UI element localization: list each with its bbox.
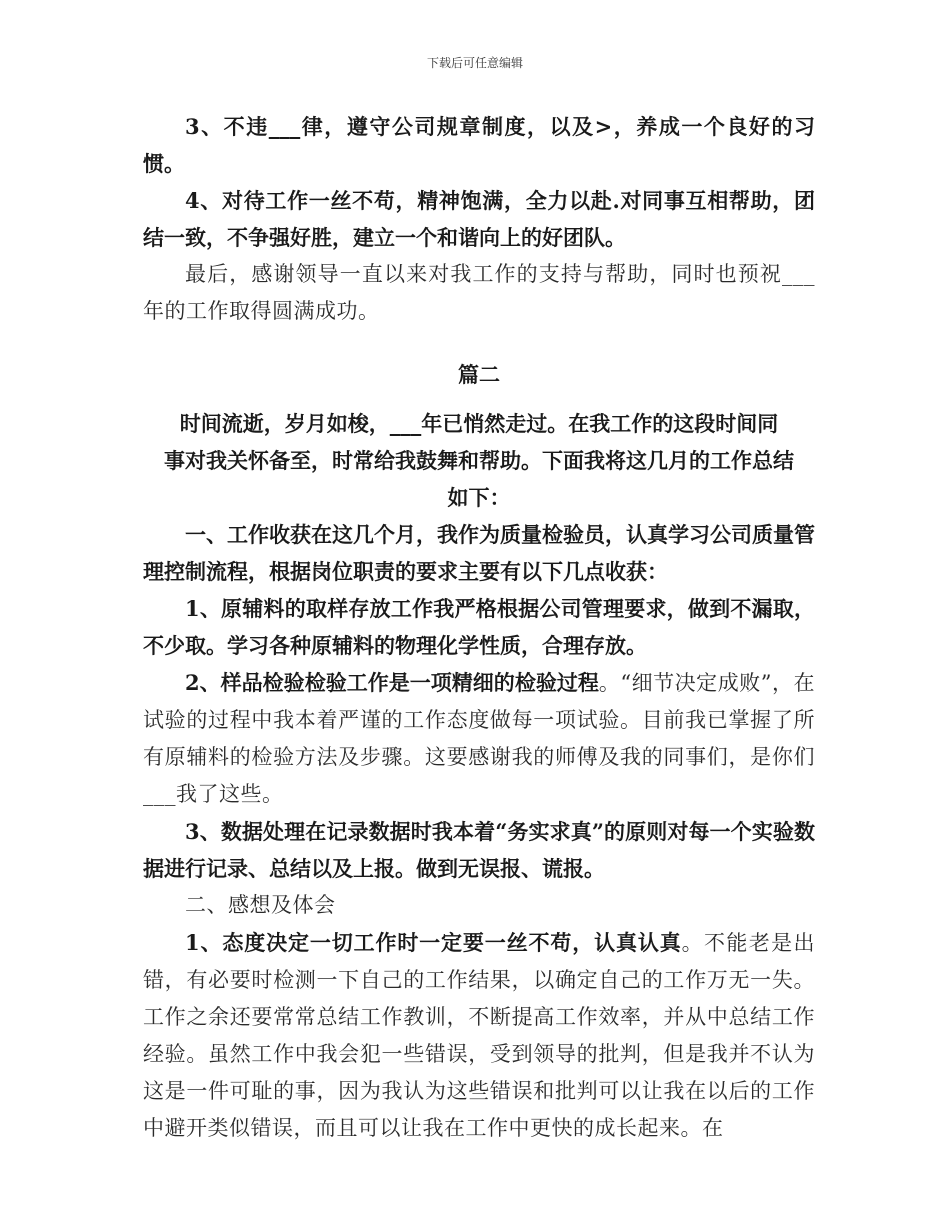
intro-line-3: 如下：	[447, 485, 511, 510]
reflection-item-1-lead: 1、态度决定一切工作时一定要一丝不苟，认真认真	[185, 930, 682, 955]
intro-line-1: 时间流逝，岁月如梭，___年已悄然走过。在我工作的这段时间同	[179, 411, 779, 436]
harvest-item-1: 1、原辅料的取样存放工作我严格根据公司管理要求，做到不漏取，不少取。学习各种原辅料的物理化学性质，合理存放。	[143, 596, 815, 658]
harvest-item-2-lead: 2、样品检验检验工作是一项精细的检验过程	[185, 670, 599, 695]
document-body	[143, 108, 815, 1147]
item-3: 3、不违___律，遵守公司规章制度，以及>，养成一个良好的习惯。	[143, 114, 815, 176]
reflection-item-1-body: 。不能老是出错，有必要时检测一下自己的工作结果，以确定自己的工作万无一失。工作之余还要常常总结工作教训，不断提高工作效率，并从中总结工作经验。虽然工作中我会犯一些错误，受到领导的批判，但是我并不认为这是一件可耻的事，因为我认为这些错误和批判可以让我在以后的工作中避开类似错误，而且可以让我在工作中更快的成长起来。在	[143, 931, 815, 1140]
closing-paragraph: 最后，感谢领导一直以来对我工作的支持与帮助，同时也预祝___年的工作取得圆满成功。	[143, 262, 815, 323]
page-header: 下载后可任意编辑	[426, 56, 523, 70]
harvest-item-3: 3、数据处理在记录数据时我本着“务实求真”的原则对每一个实验数据进行记录、总结以及上报。做到无误报、谎报。	[143, 819, 815, 881]
section-title: 篇二	[458, 362, 500, 387]
harvest-item-2-body: 。“细节决定成败”，在试验的过程中我本着严谨的工作态度做每一项试验。目前我已掌握了所有原辅料的检验方法及步骤。这要感谢我的师傅及我的同事们，是你们___我了这些。	[143, 671, 815, 806]
reflection-item-1	[143, 924, 815, 1147]
intro-line-2: 事对我关怀备至，时常给我鼓舞和帮助。下面我将这几月的工作总结	[164, 448, 794, 473]
item-4: 4、对待工作一丝不苟，精神饱满，全力以赴.对同事互相帮助，团结一致，不争强好胜，建立一个和谐向上的好团队。	[143, 188, 815, 250]
part2-heading: 二、感想及体会	[185, 893, 336, 917]
part1-heading: 一、工作收获在这几个月，我作为质量检验员，认真学习公司质量管理控制流程，根据岗位职责的要求主要有以下几点收获：	[143, 522, 815, 584]
harvest-item-2	[143, 664, 815, 813]
